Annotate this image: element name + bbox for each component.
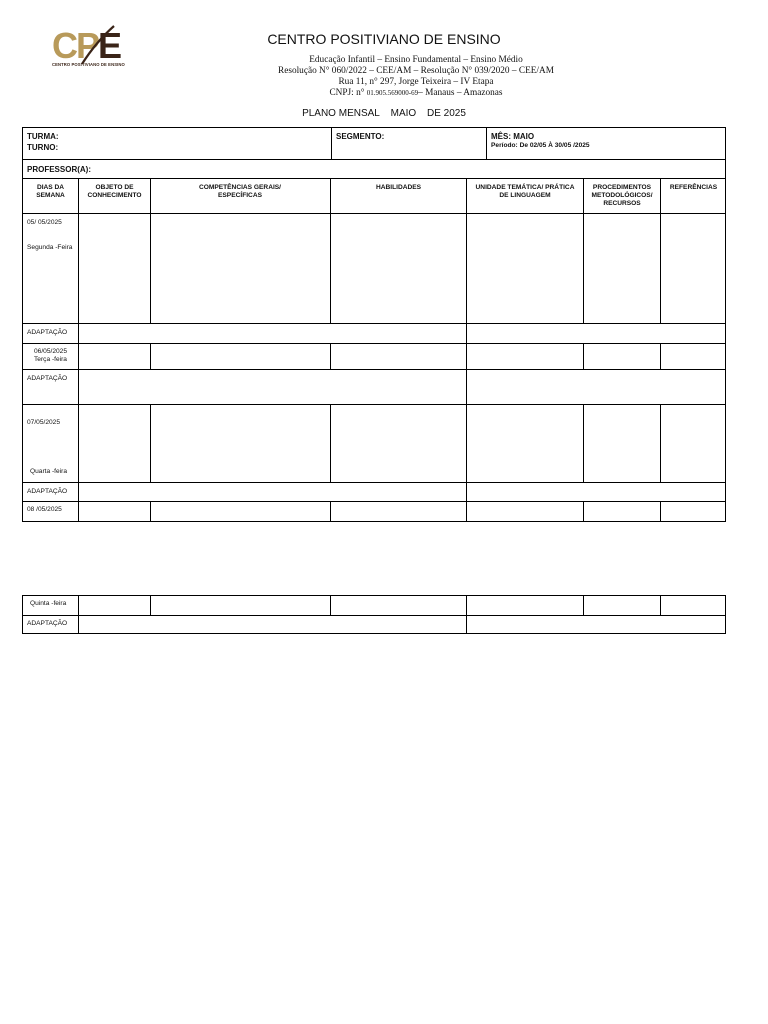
col-line <box>330 501 331 522</box>
day2-weekday: Terça -feira <box>34 356 67 363</box>
col-line <box>78 404 79 482</box>
col-line <box>330 343 331 369</box>
col-line <box>150 501 151 522</box>
turno-label: TURNO: <box>27 143 59 152</box>
row-line <box>22 369 726 370</box>
row-line <box>22 615 726 616</box>
col-line <box>583 595 584 616</box>
col-line <box>330 595 331 616</box>
col-line <box>150 178 151 323</box>
day3-date: 07/05/2025 <box>27 419 61 426</box>
col-header-objeto: OBJETO DE CONHECIMENTO <box>87 184 142 199</box>
mes-label: MÊS: MAIO <box>491 132 535 141</box>
plan-label: PLANO MENSAL <box>302 108 380 119</box>
col-line <box>330 404 331 482</box>
adaptacao-label-4: ADAPTAÇÃO <box>27 620 68 627</box>
logo-letter-e: E <box>98 25 123 66</box>
school-levels: Educação Infantil – Ensino Fundamental – Ensino Médio <box>309 55 523 65</box>
day4-weekday: Quinta -feira <box>30 600 67 607</box>
col-line <box>660 595 661 616</box>
col-line <box>466 595 467 616</box>
school-resolutions: Resolução N° 060/2022 – CEE/AM – Resolução N° 039/2020 – CEE/AM <box>278 65 554 76</box>
plan-table <box>22 178 726 522</box>
day1-weekday: Segunda -Feira <box>27 244 73 251</box>
row-line <box>22 343 726 344</box>
turma-label: TURMA: <box>27 132 59 141</box>
info-divider-1 <box>331 127 332 160</box>
row-line <box>22 323 726 324</box>
header-row-line <box>22 213 726 214</box>
col-header-referencias: REFERÊNCIAS <box>669 184 718 191</box>
col-header-competencias: COMPETÊNCIAS GERAIS/ ESPECÍFICAS <box>198 184 282 199</box>
col-header-procedimentos: PROCEDIMENTOS METODOLÓGICOS/ RECURSOS <box>591 184 653 207</box>
col-line <box>466 369 467 404</box>
plan-year: DE 2025 <box>427 108 466 119</box>
col-line <box>466 404 467 482</box>
school-details <box>200 55 632 99</box>
adaptacao-label-1: ADAPTAÇÃO <box>27 329 68 336</box>
col-header-dias: DIAS DA SEMANA <box>36 184 65 199</box>
col-line <box>583 404 584 482</box>
professor-row <box>22 159 726 179</box>
adaptacao-label-3: ADAPTAÇÃO <box>27 488 68 495</box>
col-line <box>150 404 151 482</box>
plan-month: MAIO <box>390 108 417 119</box>
logo-letter-c: C <box>52 25 78 66</box>
day2-date: 06/05/2025 <box>33 348 67 355</box>
col-line <box>466 178 467 323</box>
school-name: CENTRO POSITIVIANO DE ENSINO <box>267 31 501 47</box>
professor-label: PROFESSOR(A): <box>27 165 91 174</box>
col-line <box>330 178 331 323</box>
col-line <box>78 323 79 343</box>
col-line <box>660 501 661 522</box>
col-header-unidade: UNIDADE TEMÁTICA/ PRÁTICA DE LINGUAGEM <box>475 184 575 199</box>
col-line <box>466 343 467 369</box>
col-line <box>150 595 151 616</box>
day3-weekday: Quarta -feira <box>30 468 68 475</box>
col-line <box>466 501 467 522</box>
col-line <box>78 482 79 501</box>
row-line <box>22 501 726 502</box>
adaptacao-label-2: ADAPTAÇÃO <box>27 375 68 382</box>
plan-title <box>200 108 568 119</box>
col-line <box>660 343 661 369</box>
school-address: Rua 11, n° 297, Jorge Teixeira – IV Etapa <box>338 76 494 87</box>
col-line <box>78 615 79 634</box>
segmento-label: SEGMENTO: <box>336 132 385 141</box>
col-line <box>78 369 79 404</box>
col-line <box>466 615 467 634</box>
periodo-label: Período: De 02/05 À 30/05 /2025 <box>491 142 590 149</box>
school-cnpj: CNPJ: n° 01.905.569000-69– Manaus – Amazonas <box>329 87 503 98</box>
logo-caption: CENTRO POSITIVIANO DE ENSINO <box>52 62 125 67</box>
col-line <box>583 501 584 522</box>
col-line <box>78 343 79 369</box>
col-line <box>150 343 151 369</box>
col-line <box>466 323 467 343</box>
col-line <box>660 404 661 482</box>
col-line <box>583 343 584 369</box>
info-divider-2 <box>486 127 487 160</box>
day4-date: 08 /05/2025 <box>27 506 62 513</box>
row-line <box>22 482 726 483</box>
col-line <box>78 595 79 616</box>
logo-letter-p: P <box>76 25 101 66</box>
row-line <box>22 404 726 405</box>
day1-date: 05/ 05/2025 <box>27 219 62 226</box>
col-header-habilidades: HABILIDADES <box>375 184 422 191</box>
col-line <box>466 482 467 501</box>
col-line <box>660 178 661 323</box>
col-line <box>78 501 79 522</box>
